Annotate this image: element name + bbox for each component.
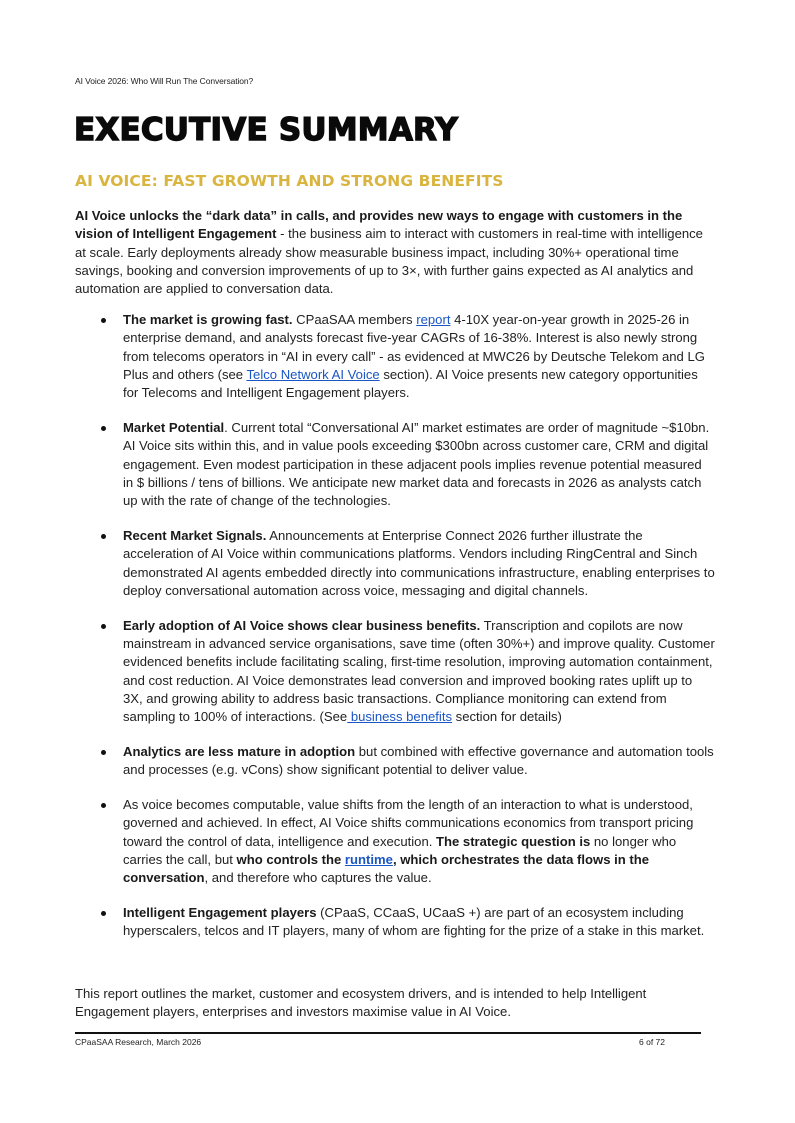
list-item-market-signals	[75, 527, 715, 600]
bullet-text: As voice becomes computable, value shifts from the length of an interaction to what is understood, governed and achieved. In effect, AI Voice shifts communications economics from transport pricing toward the control of data, intelligence and execution.	[123, 797, 694, 849]
bullet-icon	[101, 803, 106, 808]
bullet-text: Transcription and copilots are now mainstream in advanced service organisations, save time (often 30%+) and improve quality. Customer evidenced benefits include facilitating scaling, first-time resolution, improving automation containment, and cost reduction. AI Voice demonstrates lead conversion and improved booking rates uplift up to 3X, and growing ability to address basic transactions. Compliance monitoring can extend from sampling to 100% of interactions. (See	[123, 617, 715, 725]
bullet-icon	[101, 426, 106, 431]
telco-network-ai-voice-link[interactable]: Telco Network AI Voice	[246, 366, 380, 382]
page-number: 6 of 72	[639, 1037, 665, 1047]
bullet-lead: Intelligent Engagement players	[123, 905, 317, 921]
bullet-text: no longer who carries the call, but	[123, 833, 677, 867]
bullet-lead: Early adoption of AI Voice shows clear business benefits.	[123, 617, 481, 633]
bullet-text: (CPaaS, CCaaS, UCaaS +) are part of an ecosystem including hyperscalers, telcos and IT players, many of whom are fighting for the prize of a stake in this market.	[123, 905, 705, 939]
bullet-text: but combined with effective governance and automation tools and processes (e.g. vCons) show significant potential to deliver value.	[123, 743, 714, 778]
bullet-lead: Recent Market Signals.	[123, 527, 267, 543]
bullet-icon	[101, 318, 106, 323]
list-item-voice-computable	[75, 796, 715, 887]
business-benefits-link[interactable]: business benefits	[347, 709, 453, 725]
bullet-bold: The strategic question is	[436, 833, 591, 849]
bullet-icon	[101, 911, 106, 916]
page-title: EXECUTIVE SUMMARY	[74, 112, 459, 148]
bullet-icon	[101, 534, 106, 539]
report-link[interactable]: report	[416, 312, 451, 327]
list-item-market-growth	[75, 311, 715, 402]
list-item-market-potential	[75, 419, 715, 510]
bullet-text: 4-10X year-on-year growth in 2025-26 in enterprise demand, and analysts forecast five-year CAGRs of 16-38%. Interest is also newly strong from telecoms operators in “AI in every call” - as evidenced at MWC26 by Deutsche Telekom and LG Plus and others (see	[123, 312, 705, 382]
bullet-icon	[101, 624, 106, 629]
key-points-list	[75, 311, 715, 957]
footer-divider	[75, 1032, 701, 1034]
footer-source: CPaaSAA Research, March 2026	[75, 1037, 202, 1047]
runtime-link[interactable]: runtime	[344, 851, 393, 867]
list-item-analytics	[75, 743, 715, 780]
bullet-text: section for details)	[452, 709, 562, 725]
list-item-ie-players	[75, 904, 715, 941]
intro-text: - the business aim to interact with customers in real-time with intelligence at scale. Early deployments already show measurable business impact, including 30%+ operational time savings, booking and conversion improvements of up to 3×, with further gains expected as AI analytics and automation are applied to conversation data.	[75, 226, 703, 297]
intro-bold-lead: AI Voice unlocks the “dark data” in calls, and provides new ways to engage with customers in the vision of Intelligent Engagement	[75, 208, 683, 242]
bullet-lead: The market is growing fast.	[123, 312, 293, 327]
bullet-lead: Analytics are less mature in adoption	[123, 743, 356, 759]
intro-paragraph	[75, 207, 705, 298]
bullet-bold: who controls the	[236, 851, 345, 867]
bullet-bold: , which orchestrates the data flows in the conversation	[123, 851, 650, 886]
bullet-lead: Market Potential	[123, 419, 225, 435]
bullet-text: , and therefore who captures the value.	[204, 870, 432, 886]
bullet-text: Announcements at Enterprise Connect 2026 further illustrate the acceleration of AI Voice within communications platforms. Vendors including RingCentral and Sinch demonstrated AI agents embedded directly into communications infrastructure, enabling enterprises to deploy conversational automation across voice, messaging and digital channels.	[123, 527, 715, 598]
running-header: AI Voice 2026: Who Will Run The Conversation?	[75, 76, 254, 86]
section-heading: AI VOICE: FAST GROWTH AND STRONG BENEFITS	[75, 172, 504, 190]
bullet-text: CPaaSAA members	[292, 312, 417, 327]
list-item-early-adoption	[75, 617, 715, 727]
bullet-text: . Current total “Conversational AI” market estimates are order of magnitude ~$10bn. AI Voice sits within this, and in value pools exceeding $300bn across customer care, CRM and digital engagement. Even modest participation in these adjacent pools implies revenue potential measured in $ billions / tens of billions. We anticipate new market data and forecasts in 2026 as analysts catch up with the rate of change of the technologies.	[123, 419, 710, 509]
closing-paragraph: This report outlines the market, customer and ecosystem drivers, and is intended to help Intelligent Engagement players, enterprises and investors maximise value in AI Voice.	[75, 986, 647, 1020]
bullet-icon	[101, 750, 106, 755]
bullet-text: section). AI Voice presents new category opportunities for Telecoms and Intelligent Engagement players.	[123, 366, 698, 401]
